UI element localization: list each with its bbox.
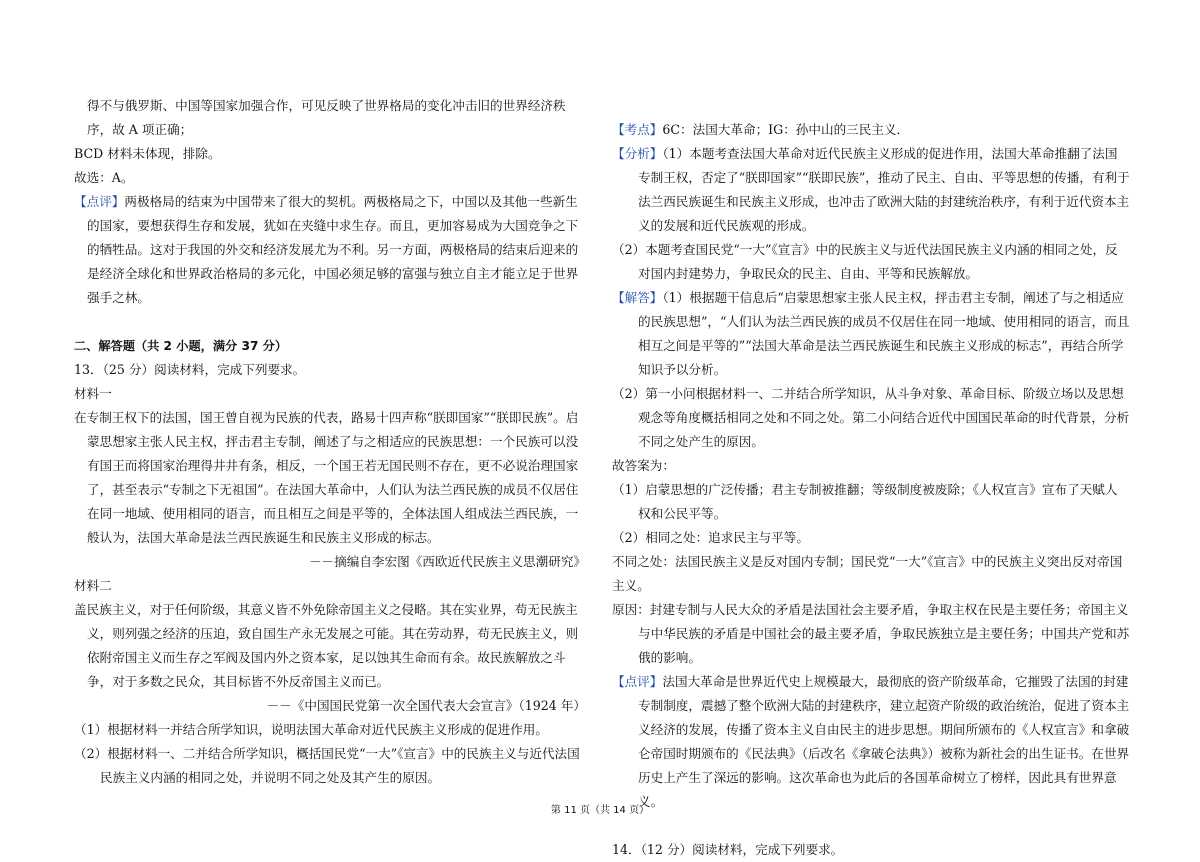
answer-3: 不同之处：法国民族主义是反对国内专制；国民党“一大”《宣言》中的民族主义突出反对帝国主义。 bbox=[612, 554, 1123, 593]
section-title: 二、解答题（共 2 小题，满分 37 分） bbox=[74, 339, 288, 353]
analysis-tag: 【分析】 bbox=[612, 146, 663, 161]
solution-block bbox=[612, 286, 1130, 382]
page-footer: 第 11 页（共 14 页） bbox=[550, 805, 650, 816]
answer-2: （2）相同之处：追求民主与平等。 bbox=[612, 530, 809, 545]
knowledge-text: 6C：法国大革命；IG：孙中山的三民主义． bbox=[662, 122, 910, 137]
question-13: 13．（25 分）阅读材料，完成下列要求。 bbox=[74, 362, 306, 377]
solution-text: （1）根据题干信息后“启蒙思想家主张人民主权，抨击君主专制，阐述了与之相适应的民族思想”，“人们认为法兰西民族的成员不仅居住在同一地域、使用相同的语言，而且相互之间是平等的”“法国大革命是法兰西民族诞生和民族主义形成的标志”，再结合所学知识予以分析。 bbox=[638, 290, 1130, 377]
material-1-text: 在专制王权下的法国，国王曾自视为民族的代表，路易十四声称“朕即国家”“朕即民族”。启蒙思想家主张人民主权，抨击君主专制，阐述了与之相适应的民族思想：一个民族可以没有国王而将国家治理得井井有条，相反，一个国王若无国民则不存在，更不必说治理国家了，甚至表示“专制之下无祖国”。在法国大革命中，人们认为法兰西民族的成员不仅居住在同一地域、使用相同的语言，而且相互之间是平等的，全体法国人组成法兰西民族，一般认为，法国大革命是法兰西民族诞生和民族主义形成的标志。 bbox=[74, 410, 579, 545]
analysis-block bbox=[612, 142, 1130, 238]
sub-question-2: （2）根据材料一、二并结合所学知识，概括国民党“一大”《宣言》中的民族主义与近代法国民族主义内涵的相同之处，并说明不同之处及其产生的原因。 bbox=[74, 746, 580, 785]
sub-question-1: （1）根据材料一并结合所学知识，说明法国大革命对近代民族主义形成的促进作用。 bbox=[74, 722, 548, 737]
choice-line: 故选：A。 bbox=[74, 170, 134, 185]
solution-tag: 【解答】 bbox=[612, 290, 663, 305]
analysis-text: （1）本题考查法国大革命对近代民族主义形成的促进作用，法国大革命推翻了法国专制王权，否定了“朕即国家”“朕即民族”，推动了民主、自由、平等思想的传播，有利于法兰西民族诞生和民族主义形成，也冲击了欧洲大陆的封建统治秩序，有利于近代资本主义的发展和近代民族观的形成。 bbox=[638, 146, 1130, 233]
comment-text: 两极格局的结束为中国带来了很大的契机。两极格局之下，中国以及其他一些新生的国家，要想获得生存和发展，犹如在夹缝中求生存。而且，更加容易成为大国竞争之下的牺牲品。这对于我国的外交和经济发展尤为不利。另一方面，两极格局的结束后迎来的是经济全球化和世界政治格局的多元化，中国必须足够的富强与独立自主才能立足于世界强手之林。 bbox=[87, 194, 579, 305]
answer-1: （1）启蒙思想的广泛传播；君主专制被推翻；等级制度被废除；《人权宣言》宣布了天赋人权和公民平等。 bbox=[612, 482, 1118, 521]
material-2-source: －－《中国国民党第一次全国代表大会宣言》（1924 年） bbox=[266, 698, 586, 713]
left-column bbox=[74, 94, 590, 790]
solution-2: （2）第一小问根据材料一、二并结合所学知识，从斗争对象、革命目标、阶级立场以及思想观念等角度概括相同之处和不同之处。第二小问结合近代中国国民革命的时代背景，分析不同之处产生的原因。 bbox=[612, 386, 1130, 449]
review-tag: 【点评】 bbox=[612, 674, 663, 689]
answer-continuation: 得不与俄罗斯、中国等国家加强合作，可见反映了世界格局的变化冲击旧的世界经济秩序，故 A 项正确； bbox=[87, 98, 566, 137]
knowledge-point bbox=[612, 118, 1130, 142]
comment-tag: 【点评】 bbox=[74, 194, 125, 209]
review-text: 法国大革命是世界近代史上规模最大，最彻底的资产阶级革命，它摧毁了法国的封建专制制度，震撼了整个欧洲大陆的封建秩序，建立起资产阶级的政治统治，促进了资本主义经济的发展，传播了资本主义自由民主的进步思想。期间所颁布的《人权宣言》和拿破仑帝国时期颁布的《民法典》（后改名《拿破仑法典》）被称为新社会的出生证书。在世界历史上产生了深远的影响。这次革命也为此后的各国革命树立了榜样，因此具有世界意义。 bbox=[638, 674, 1130, 809]
material-1-title: 材料一 bbox=[74, 386, 112, 401]
review-block bbox=[612, 670, 1130, 814]
analysis-2: （2）本题考查国民党“一大”《宣言》中的民族主义与近代法国民族主义内涵的相同之处，反对国内封建势力，争取民众的民主、自由、平等和民族解放。 bbox=[612, 242, 1118, 281]
bcd-line: BCD 材料未体现，排除。 bbox=[74, 146, 221, 161]
comment-block bbox=[61, 190, 590, 310]
material-2-text: 盖民族主义，对于任何阶级，其意义皆不外免除帝国主义之侵略。其在实业界，苟无民族主义，则列强之经济的压迫，致自国生产永无发展之可能。其在劳动界，苟无民族主义，则依附帝国主义而生存之军阀及国内外之资本家，足以蚀其生命而有余。故民族解放之斗争，对于多数之民众，其目标皆不外反帝国主义而已。 bbox=[74, 602, 579, 689]
question-14: 14．（12 分）阅读材料，完成下列要求。 bbox=[612, 842, 844, 857]
right-column bbox=[612, 118, 1130, 862]
knowledge-tag: 【考点】 bbox=[612, 122, 663, 137]
answer-title: 故答案为： bbox=[612, 458, 675, 473]
material-2-title: 材料二 bbox=[74, 578, 112, 593]
material-1-source: －－摘编自李宏图《西欧近代民族主义思潮研究》 bbox=[308, 554, 586, 569]
answer-4: 原因：封建专制与人民大众的矛盾是法国社会主要矛盾，争取主权在民是主要任务；帝国主义与中华民族的矛盾是中国社会的最主要矛盾，争取民族独立是主要任务；中国共产党和苏俄的影响。 bbox=[612, 602, 1130, 665]
